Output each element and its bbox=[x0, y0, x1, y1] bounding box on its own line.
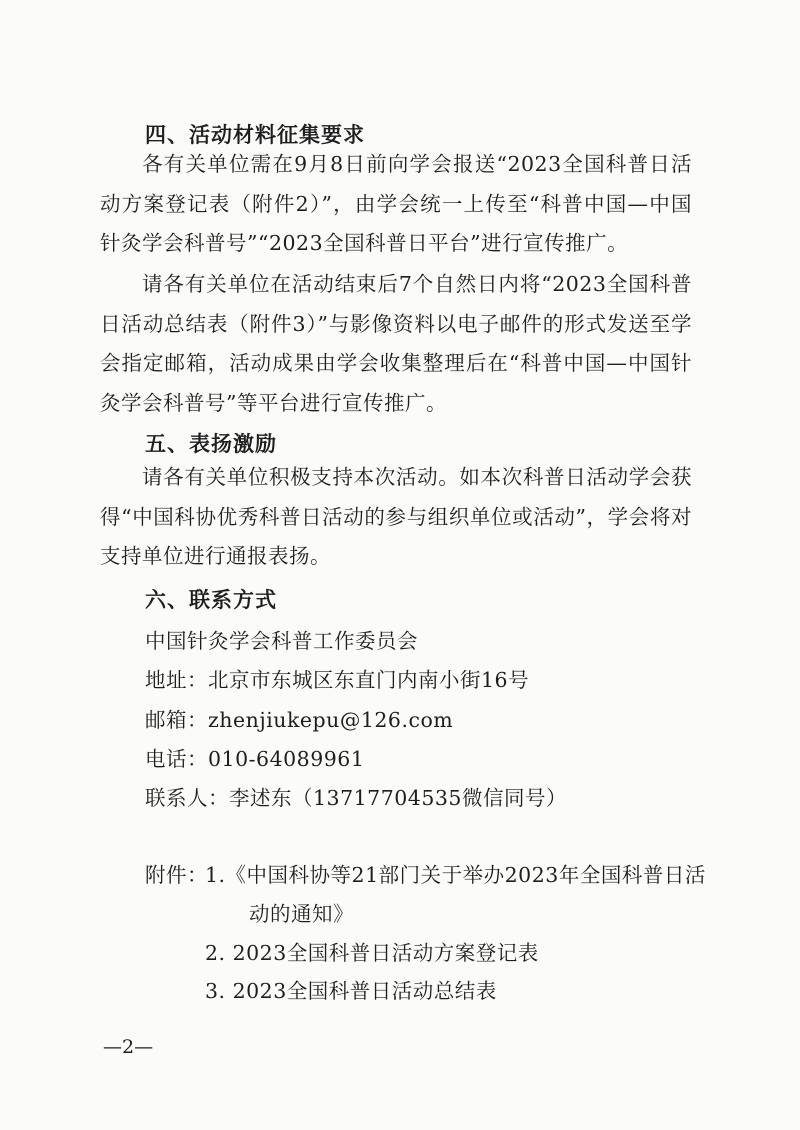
contact-organization: 中国针灸学会科普工作委员会 bbox=[145, 629, 418, 653]
section-4-heading: 四、活动材料征集要求 bbox=[145, 123, 365, 147]
section-4-paragraph-2: 请各有关单位在活动结束后7个自然日内将“2023全国科普日活动总结表（附件3）”与影像资料以电子邮件的形式发送至学会指定邮箱，活动成果由学会收集整理后在“科普中国—中国针灸学会科普号”等平台进行宣传推广。 bbox=[100, 272, 692, 415]
contact-email: 邮箱：zhenjiukepu@126.com bbox=[145, 708, 454, 732]
attachment-item-3: 3. 2023全国科普日活动总结表 bbox=[205, 979, 497, 1003]
contact-phone: 电话：010-64089961 bbox=[145, 747, 365, 771]
section-6-heading: 六、联系方式 bbox=[145, 588, 277, 612]
section-4-paragraph-1: 各有关单位需在9月8日前向学会报送“2023全国科普日活动方案登记表（附件2）”，由学会统一上传至“科普中国—中国针灸学会科普号”“2023全国科普日平台”进行宣传推广。 bbox=[100, 152, 692, 255]
attachment-item-1-line-2: 动的通知》 bbox=[249, 902, 354, 926]
contact-address: 地址：北京市东城区东直门内南小街16号 bbox=[145, 668, 530, 692]
contact-person: 联系人：李述东（13717704535微信同号） bbox=[145, 786, 567, 810]
attachment-item-1-line-1: 1.《中国科协等21部门关于举办2023年全国科普日活 bbox=[205, 863, 706, 887]
page-number: —2— bbox=[103, 1036, 154, 1058]
attachment-item-2: 2. 2023全国科普日活动方案登记表 bbox=[205, 941, 539, 965]
attachments-label: 附件： bbox=[145, 863, 208, 887]
section-5-paragraph-1: 请各有关单位积极支持本次活动。如本次科普日活动学会获得“中国科协优秀科普日活动的参与组织单位或活动”，学会将对支持单位进行通报表扬。 bbox=[100, 465, 692, 568]
section-5-heading: 五、表扬激励 bbox=[145, 432, 277, 456]
